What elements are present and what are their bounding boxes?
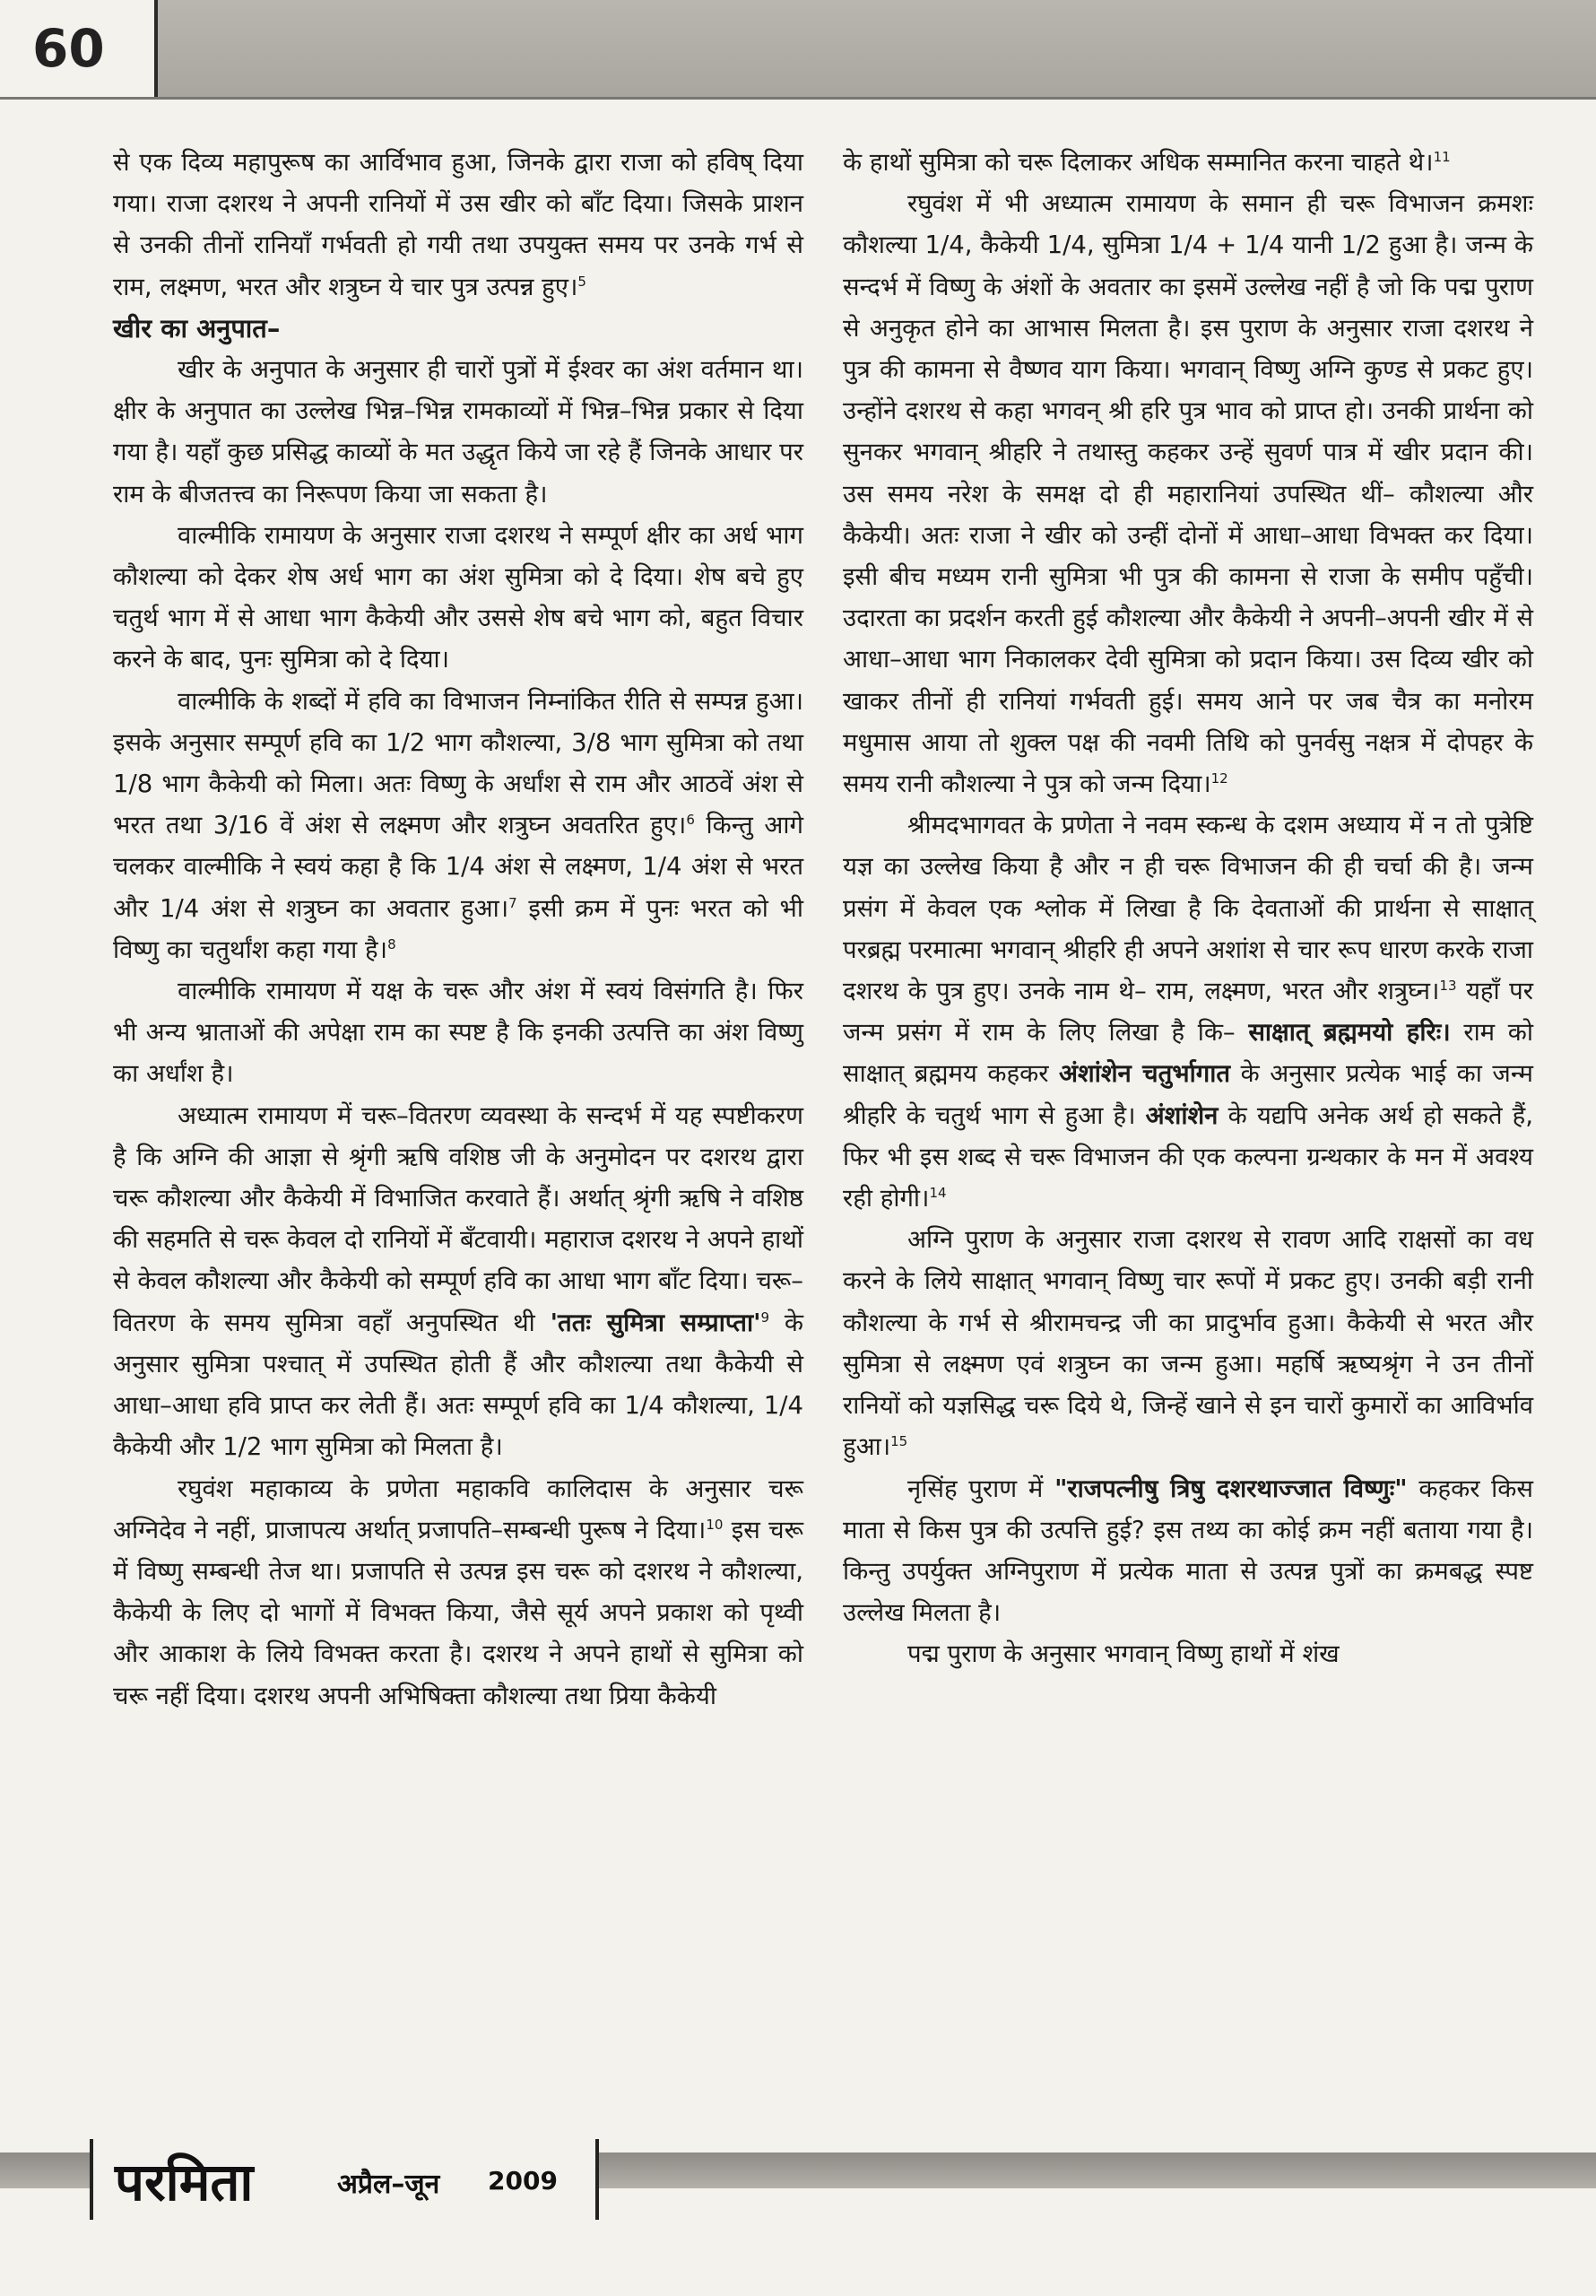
quote-bold: अंशांशेन: [1145, 1100, 1219, 1130]
paragraph: नृसिंह पुराण में "राजपत्नीषु त्रिषु दशरथाज्जात विष्णुः" कहकर किस माता से किस पुत्र की उत्पत्ति हुई? इस तथ्य का कोई क्रम नहीं बताया गया है। किन्तु उपर्युक्त अग्निपुराण में प्रत्येक माता से उत्पन्न पुत्रों का क्रमबद्ध स्पष्ट उल्लेख मिलता है।: [843, 1474, 1534, 1628]
header-bar: [0, 0, 1596, 100]
footnote-ref: 12: [1210, 770, 1228, 787]
paragraph: वाल्मीकि रामायण के अनुसार राजा दशरथ ने सम्पूर्ण क्षीर का अर्ध भाग कौशल्या को देकर शेष अर्ध भाग का अंश सुमित्रा को दे दिया। शेष बचे हुए चतुर्थ भाग में से आधा भाग कैकेयी और उससे शेष बचे भाग को, बहुत विचार करने के बाद, पुनः सुमित्रा को दे दिया।: [113, 520, 803, 674]
quote-bold: 'ततः सुमित्रा सम्प्राप्ता': [550, 1308, 761, 1337]
footnote-ref: 15: [890, 1433, 908, 1450]
paragraph: अग्नि पुराण के अनुसार राजा दशरथ से रावण आदि राक्षसों का वध करने के लिये साक्षात् भगवान् विष्णु चार रूपों में प्रकट हुए। उनकी बड़ी रानी कौशल्या के गर्भ से श्रीरामचन्द्र जी का प्रादुर्भाव हुआ। कैकेयी से भरत और सुमित्रा से लक्ष्मण एवं शत्रुघ्न का जन्म हुआ। महर्षि ऋष्यश्रृंग ने उन तीनों रानियों को यज्ञसिद्ध चरू दिये थे, जिन्हें खाने से इन चारों कुमारों का आविर्भाव हुआ।$^{15}$: [843, 1225, 1533, 1462]
paragraph: से एक दिव्य महापुरूष का आर्विभाव हुआ, जिनके द्वारा राजा को हविष् दिया गया। राजा दशरथ ने अपनी रानियों में उस खीर को बाँट दिया। जिसके प्राशन से उनकी तीनों रानियाँ गर्भवती हो गयी तथा उपयुक्त समय पर उनके गर्भ से राम, लक्ष्मण, भरत और शत्रुघ्न ये चार पुत्र उत्पन्न हुए।$^5$: [113, 148, 803, 301]
footnote-ref: 11: [1433, 148, 1451, 165]
quote-bold: साक्षात् ब्रह्ममयो हरिः।: [1248, 1018, 1451, 1048]
footnote-ref: 10: [706, 1516, 724, 1533]
paragraph: वाल्मीकि के शब्दों में हवि का विभाजन निम्नांकित रीति से सम्पन्न हुआ। इसके अनुसार सम्पूर्ण हवि का 1/2 भाग कौशल्या, 3/8 भाग सुमित्रा को तथा 1/8 भाग कैकेयी को मिला। अतः विष्णु के अर्धांश से राम और आठवें अंश से भरत तथा 3/16 वें अंश से लक्ष्मण और शत्रुघ्न अवतरित हुए।$^6$ किन्तु आगे चलकर वाल्मीकि ने स्वयं कहा है कि 1/4 अंश से लक्ष्मण, 1/4 अंश से भरत और 1/4 अंश से शत्रुघ्न का अवतार हुआ।$^7$ इसी क्रम में पुनः भरत को भी विष्णु का चतुर्थांश कहा गया है।$^8$: [113, 686, 803, 964]
quote-bold: "राजपत्नीषु त्रिषु दशरथाज्जात विष्णुः": [1054, 1474, 1408, 1503]
left-column: [113, 142, 803, 1717]
paragraph: रघुवंश में भी अध्यात्म रामायण के समान ही चरू विभाजन क्रमशः कौशल्या 1/4, कैकेयी 1/4, सुमित्रा 1/4 + 1/4 यानी 1/2 हुआ है। जन्म के सन्दर्भ में विष्णु के अंशों के अवतार का इसमें उल्लेख नहीं है जो कि पद्म पुराण से अनुकृत होने का आभास मिलता है। इस पुराण के अनुसार राजा दशरथ ने पुत्र की कामना से वैष्णव याग किया। भगवान् विष्णु अग्नि कुण्ड से प्रकट हुए। उन्होंने दशरथ से कहा भगवन् श्री हरि पुत्र भाव को प्राप्त हो। उनकी प्रार्थना को सुनकर भगवान् श्रीहरि ने तथास्तु कहकर उन्हें सुवर्ण पात्र में खीर प्रदान की। उस समय नरेश के समक्ष दो ही महारानियां उपस्थित थीं– कौशल्या और कैकेयी। अतः राजा ने खीर को उन्हीं दोनों में आधा–आधा विभक्त कर दिया। इसी बीच मध्यम रानी सुमित्रा भी पुत्र की कामना से राजा के समीप पहुँची। उदारता का प्रदर्शन करती हुई कौशल्या और कैकेयी ने अपनी–अपनी खीर में से आधा–आधा भाग निकालकर देवी सुमित्रा को प्रदान किया। उस दिव्य खीर को खाकर तीनों ही रानियां गर्भवती हुई। समय आने पर जब चैत्र का मनोरम मधुमास आया तो शुक्ल पक्ष की नवमी तिथि को पुनर्वसु नक्षत्र में दोपहर के समय रानी कौशल्या ने पुत्र को जन्म दिया।$^{12}$: [843, 189, 1533, 799]
footnote-ref: 5: [577, 273, 586, 290]
paragraph: श्रीमदभागवत के प्रणेता ने नवम स्कन्ध के दशम अध्याय में न तो पुत्रेष्टि यज्ञ का उल्लेख किया है और न ही चरू विभाजन की ही चर्चा की है। जन्म प्रसंग में केवल एक श्लोक में लिखा है कि देवताओं की प्रार्थना से साक्षात् परब्रह्म परमात्मा भगवान् श्रीहरि ही अपने अशांश से चार रूप धारण करके राजा दशरथ के पुत्र हुए। उनके नाम थे– राम, लक्ष्मण, भरत और शत्रुघ्न।$^{13}$ यहाँ पर जन्म प्रसंग में राम के लिए लिखा है कि– साक्षात् ब्रह्ममयो हरिः। राम को साक्षात् ब्रह्ममय कहकर अंशांशेन चतुर्भागात के अनुसार प्रत्येक भाई का जन्म श्रीहरि के चतुर्थ भाग से हुआ है। अंशांशेन के यद्यपि अनेक अर्थ हो सकते हैं, फिर भी इस शब्द से चरू विभाजन की एक कल्पना ग्रन्थकार के मन में अवश्य रही होगी।$^{14}$: [843, 811, 1534, 1213]
footnote-ref: 9: [760, 1309, 770, 1326]
issue-year: 2009: [488, 2166, 558, 2196]
paragraph: के हाथों सुमित्रा को चरू दिलाकर अधिक सम्मानित करना चाहते थे।$^{11}$: [843, 148, 1451, 177]
paragraph: रघुवंश महाकाव्य के प्रणेता महाकवि कालिदास के अनुसार चरू अग्निदेव ने नहीं, प्राजापत्य अर्थात् प्रजापति–सम्बन्धी पुरूष ने दिया।$^{10}$ इस चरू में विष्णु सम्बन्धी तेज था। प्रजापति से उत्पन्न इस चरू को दशरथ ने कौशल्या, कैकेयी के लिए दो भागों में विभक्त किया, जैसे सूर्य अपने प्रकाश को पृथ्वी और आकाश के लिये विभक्त करता है। दशरथ ने अपने हाथों से सुमित्रा को चरू नहीं दिया। दशरथ अपनी अभिषिक्ता कौशल्या तथा प्रिया कैकेयी: [113, 1474, 804, 1710]
footnote-ref: 7: [508, 894, 517, 911]
paragraph: वाल्मीकि रामायण में यक्ष के चरू और अंश में स्वयं विसंगति है। फिर भी अन्य भ्राताओं की अपेक्षा राम का स्पष्ट है कि इनकी उत्पत्ति का अंश विष्णु का अर्धांश है।: [113, 977, 803, 1089]
paragraph: अध्यात्म रामायण में चरू–वितरण व्यवस्था के सन्दर्भ में यह स्पष्टीकरण है कि अग्नि की आज्ञा से श्रृंगी ऋषि वशिष्ठ जी के अनुमोदन पर दशरथ द्वारा चरू कौशल्या और कैकेयी में विभाजित करवाते हैं। अर्थात् श्रृंगी ऋषि ने वशिष्ठ की सहमति से चरू केवल दो रानियों में बँटवायी। महाराज दशरथ ने अपने हाथों से केवल कौशल्या और कैकेयी को सम्पूर्ण हवि का आधा भाग बाँट दिया। चरू–वितरण के समय सुमित्रा वहाँ अनुपस्थित थी 'ततः सुमित्रा $सम्प्राप्ता'^9$ के अनुसार सुमित्रा पश्चात् में उपस्थित होती हैं और कौशल्या तथा कैकेयी से आधा–आधा हवि प्राप्त कर लेती हैं। अतः सम्पूर्ण हवि का 1/4 कौशल्या, 1/4 कैकेयी और 1/2 भाग सुमित्रा को मिलता है।: [113, 1100, 804, 1462]
paragraph: पद्म पुराण के अनुसार भगवान् विष्णु हाथों में शंख: [907, 1639, 1340, 1669]
footnote-ref: 13: [1439, 977, 1457, 994]
page-number: 60: [32, 18, 105, 79]
paragraph: खीर के अनुपात के अनुसार ही चारों पुत्रों में ईश्वर का अंश वर्तमान था। क्षीर के अनुपात का उल्लेख भिन्न–भिन्न रामकाव्यों में भिन्न–भिन्न प्रकार से दिया गया है। यहाँ कुछ प्रसिद्ध काव्यों के मत उद्धृत किये जा रहे हैं जिनके आधार पर राम के बीजतत्त्व का निरूपण किया जा सकता है।: [113, 355, 803, 509]
page-number-box: [0, 0, 158, 97]
footnote-ref: 6: [686, 812, 695, 829]
quote-bold: अंशांशेन चतुर्भागात: [1059, 1059, 1231, 1089]
right-column: [843, 142, 1533, 1675]
footnote-ref: 14: [929, 1184, 947, 1201]
section-heading: खीर का अनुपात–: [113, 312, 281, 344]
issue-months: अप्रैल–जून: [337, 2169, 440, 2200]
footnote-ref: 8: [387, 935, 396, 952]
magazine-name: परमिता: [115, 2152, 254, 2213]
footer-box: [90, 2139, 599, 2220]
